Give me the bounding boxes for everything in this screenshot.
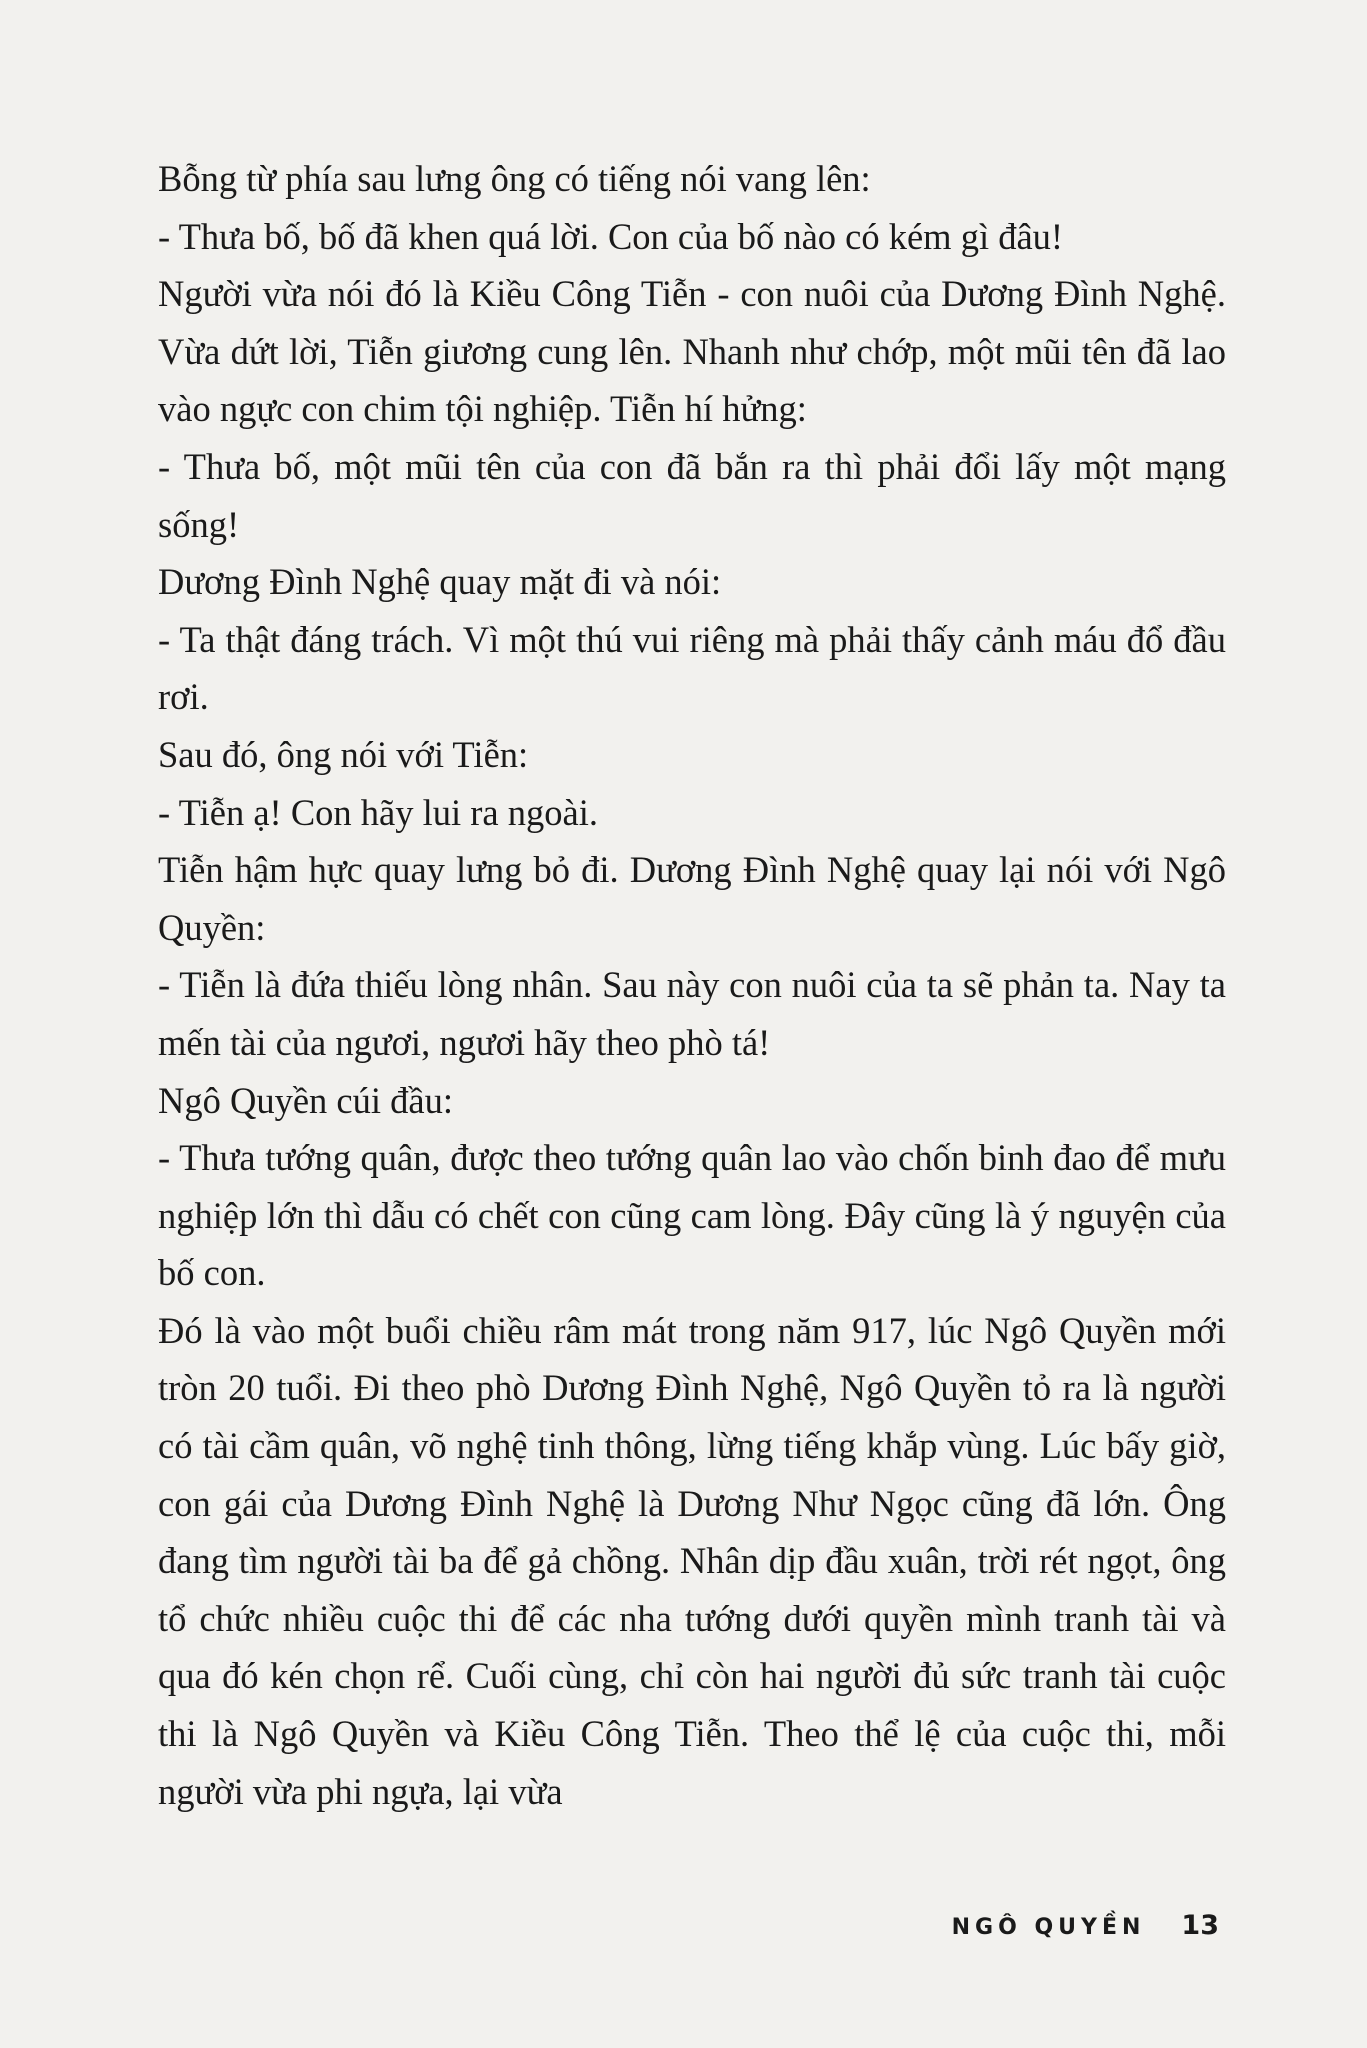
paragraph-3: Người vừa nói đó là Kiều Công Tiễn - con nuôi của Dương Đình Nghệ. Vừa dứt lời, Tiễn giương cung lên. Nhanh như chớp, một mũi tên đã lao vào ngực con chim tội nghiệp. Tiễn hí hửng: — [158, 273, 1226, 430]
paragraph-4: - Thưa bố, một mũi tên của con đã bắn ra thì phải đổi lấy một mạng sống! — [158, 445, 1226, 545]
paragraph-7: Sau đó, ông nói với Tiễn: — [158, 733, 529, 775]
paragraph-9: Tiễn hậm hực quay lưng bỏ đi. Dương Đình Nghệ quay lại nói với Ngô Quyền: — [158, 849, 1226, 948]
paragraph-5: Dương Đình Nghệ quay mặt đi và nói: — [158, 561, 722, 603]
paragraph-6: - Ta thật đáng trách. Vì một thú vui riêng mà phải thấy cảnh máu đổ đầu rơi. — [158, 618, 1226, 718]
paragraph-10: - Tiễn là đứa thiếu lòng nhân. Sau này con nuôi của ta sẽ phản ta. Nay ta mến tài của ngươi, ngươi hãy theo phò tá! — [158, 964, 1226, 1063]
paragraph-13: Đó là vào một buổi chiều râm mát trong năm 917, lúc Ngô Quyền mới tròn 20 tuổi. Đi theo phò Dương Đình Nghệ, Ngô Quyền tỏ ra là người có tài cầm quân, võ nghệ tinh thông, lừng tiếng khắp vùng. Lúc bấy giờ, con gái của Dương Đình Nghệ là Dương Như Ngọc cũng đã lớn. Ông đang tìm người tài ba để gả chồng. Nhân dịp đầu xuân, trời rét ngọt, ông tổ chức nhiều cuộc thi để các nha tướng dưới quyền mình tranh tài và qua đó kén chọn rể. Cuối cùng, chỉ còn hai người đủ sức tranh tài cuộc thi là Ngô Quyền và Kiều Công Tiễn. Theo thể lệ của cuộc thi, mỗi người vừa phi ngựa, lại vừa — [158, 1309, 1226, 1812]
running-title: NGÔ QUYỀN — [951, 1915, 1146, 1940]
paragraph-11: Ngô Quyền cúi đầu: — [158, 1079, 453, 1121]
page-number: 13 — [1181, 1910, 1219, 1941]
paragraph-2: - Thưa bố, bố đã khen quá lời. Con của bố nào có kém gì đâu! — [158, 215, 1064, 257]
body-text — [158, 150, 1226, 1820]
paragraph-12: - Thưa tướng quân, được theo tướng quân lao vào chốn binh đao để mưu nghiệp lớn thì dẫu có chết con cũng cam lòng. Đây cũng là ý nguyện của bố con. — [158, 1137, 1226, 1294]
page-footer — [952, 1910, 1219, 1941]
paragraph-8: - Tiễn ạ! Con hãy lui ra ngoài. — [158, 791, 598, 833]
paragraph-1: Bỗng từ phía sau lưng ông có tiếng nói vang lên: — [158, 158, 871, 199]
